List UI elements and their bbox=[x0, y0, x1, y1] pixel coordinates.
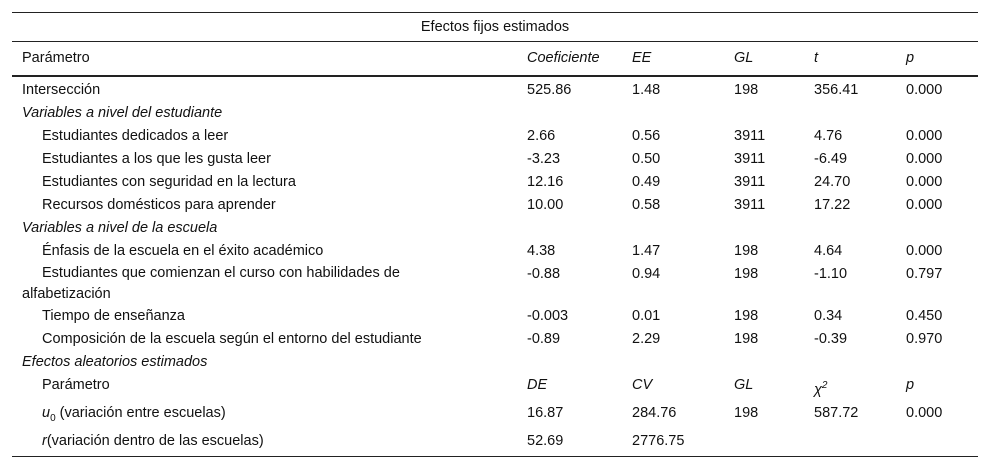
cell-gl: 3911 bbox=[734, 174, 766, 190]
cell-p: 0.000 bbox=[906, 197, 943, 213]
cell-p: 0.000 bbox=[906, 151, 943, 167]
cell-chi bbox=[804, 430, 896, 457]
cell-p: 0.450 bbox=[906, 308, 943, 324]
cell-p: 0.000 bbox=[906, 243, 943, 259]
row-label-text: (variación entre escuelas) bbox=[55, 404, 226, 421]
table-row bbox=[12, 240, 978, 263]
table-row bbox=[12, 194, 978, 217]
chi-superscript: 2 bbox=[821, 380, 828, 391]
cell-cv: 284.76 bbox=[632, 404, 677, 421]
header-ee: EE bbox=[622, 42, 724, 77]
cell-p: 0.000 bbox=[906, 404, 943, 421]
cell-ee: 2.29 bbox=[632, 331, 661, 347]
cell-gl bbox=[724, 430, 804, 457]
cell-gl: 3911 bbox=[734, 128, 766, 144]
cell-gl: 198 bbox=[734, 404, 759, 421]
row-label bbox=[12, 402, 517, 430]
section-row-school bbox=[12, 217, 978, 240]
cell-gl: 3911 bbox=[734, 197, 766, 213]
cell-t: 24.70 bbox=[814, 174, 851, 190]
cell-t: 4.64 bbox=[814, 243, 843, 259]
random-header-cv: CV bbox=[632, 377, 653, 393]
table-title: Efectos fijos estimados bbox=[12, 13, 978, 42]
table-row bbox=[12, 125, 978, 148]
cell-coef: 525.86 bbox=[527, 82, 572, 98]
chi-symbol: χ bbox=[814, 381, 822, 398]
row-label: Estudiantes con seguridad en la lectura bbox=[42, 174, 296, 190]
cell-t: -1.10 bbox=[814, 266, 848, 282]
cell-coef: -3.23 bbox=[527, 151, 561, 167]
cell-chi: 587.72 bbox=[814, 404, 859, 421]
table-row bbox=[12, 305, 978, 328]
table-row-intercept bbox=[12, 76, 978, 102]
cell-coef: -0.88 bbox=[527, 266, 561, 282]
cell-ee: 1.48 bbox=[632, 82, 661, 98]
cell-ee: 0.50 bbox=[632, 151, 661, 167]
section-row-random bbox=[12, 351, 978, 374]
row-label: Énfasis de la escuela en el éxito académico bbox=[42, 243, 324, 259]
cell-ee: 0.56 bbox=[632, 128, 661, 144]
cell-gl: 198 bbox=[734, 331, 759, 347]
cell-gl: 198 bbox=[734, 243, 759, 259]
cell-ee: 0.94 bbox=[632, 266, 661, 282]
cell-coef: -0.003 bbox=[527, 308, 569, 324]
header-t: t bbox=[804, 42, 896, 77]
cell-ee: 1.47 bbox=[632, 243, 661, 259]
cell-ee: 0.49 bbox=[632, 174, 661, 190]
cell-cv: 2776.75 bbox=[622, 430, 724, 457]
random-header-param: Parámetro bbox=[42, 377, 110, 393]
cell-coef: 12.16 bbox=[527, 174, 564, 190]
cell-t: -6.49 bbox=[814, 151, 848, 167]
cell-p: 0.000 bbox=[906, 128, 943, 144]
cell-t: -0.39 bbox=[814, 331, 848, 347]
row-label: Intersección bbox=[22, 82, 101, 98]
row-label: Recursos domésticos para aprender bbox=[42, 197, 276, 213]
row-label-text: (variación dentro de las escuelas) bbox=[46, 432, 264, 449]
random-header-chi bbox=[804, 374, 896, 402]
table-title-row bbox=[12, 13, 978, 42]
fixed-effects-table bbox=[12, 12, 978, 457]
header-p: p bbox=[896, 42, 978, 77]
cell-t: 4.76 bbox=[814, 128, 843, 144]
cell-coef: -0.89 bbox=[527, 331, 561, 347]
cell-t: 0.34 bbox=[814, 308, 843, 324]
cell-gl: 3911 bbox=[734, 151, 766, 167]
row-label-line1: Estudiantes que comienzan el curso con habilidades de bbox=[42, 265, 400, 281]
symbol-subscript: 0 bbox=[50, 412, 56, 424]
table-row bbox=[12, 402, 978, 430]
random-header-gl: GL bbox=[734, 377, 754, 393]
symbol-u: u bbox=[42, 404, 51, 421]
table-row bbox=[12, 430, 978, 457]
row-label: Tiempo de enseñanza bbox=[42, 308, 185, 324]
random-header-p: p bbox=[906, 377, 915, 393]
table-row bbox=[12, 171, 978, 194]
header-param: Parámetro bbox=[12, 42, 517, 77]
cell-coef: 4.38 bbox=[527, 243, 556, 259]
random-header-row bbox=[12, 374, 978, 402]
cell-t: 17.22 bbox=[814, 197, 851, 213]
table-row bbox=[12, 263, 978, 305]
section-label-student: Variables a nivel del estudiante bbox=[22, 105, 223, 121]
row-label: Composición de la escuela según el entorno del estudiante bbox=[42, 331, 422, 347]
header-coef: Coeficiente bbox=[517, 42, 622, 77]
table-header-row bbox=[12, 42, 978, 77]
cell-de: 16.87 bbox=[527, 404, 564, 421]
table-row bbox=[12, 148, 978, 171]
row-label-line2: alfabetización bbox=[22, 286, 111, 302]
table-row bbox=[12, 328, 978, 351]
cell-gl: 198 bbox=[734, 82, 759, 98]
cell-p: 0.000 bbox=[906, 82, 943, 98]
row-label: Estudiantes dedicados a leer bbox=[42, 128, 229, 144]
cell-t: 356.41 bbox=[814, 82, 859, 98]
random-header-de: DE bbox=[527, 377, 548, 393]
cell-p: 0.970 bbox=[906, 331, 943, 347]
header-gl: GL bbox=[724, 42, 804, 77]
cell-p: 0.000 bbox=[906, 174, 943, 190]
row-label bbox=[12, 430, 517, 457]
cell-ee: 0.58 bbox=[632, 197, 661, 213]
cell-de: 52.69 bbox=[517, 430, 622, 457]
cell-gl: 198 bbox=[734, 308, 759, 324]
cell-p: 0.797 bbox=[906, 266, 943, 282]
cell-ee: 0.01 bbox=[632, 308, 661, 324]
row-label bbox=[12, 263, 517, 305]
cell-coef: 10.00 bbox=[527, 197, 564, 213]
cell-gl: 198 bbox=[734, 266, 759, 282]
section-row-student bbox=[12, 102, 978, 125]
cell-p bbox=[896, 430, 978, 457]
row-label: Estudiantes a los que les gusta leer bbox=[42, 151, 271, 167]
symbol-r: r bbox=[42, 432, 47, 449]
section-label-school: Variables a nivel de la escuela bbox=[22, 220, 218, 236]
section-label-random: Efectos aleatorios estimados bbox=[22, 354, 208, 370]
cell-coef: 2.66 bbox=[527, 128, 556, 144]
